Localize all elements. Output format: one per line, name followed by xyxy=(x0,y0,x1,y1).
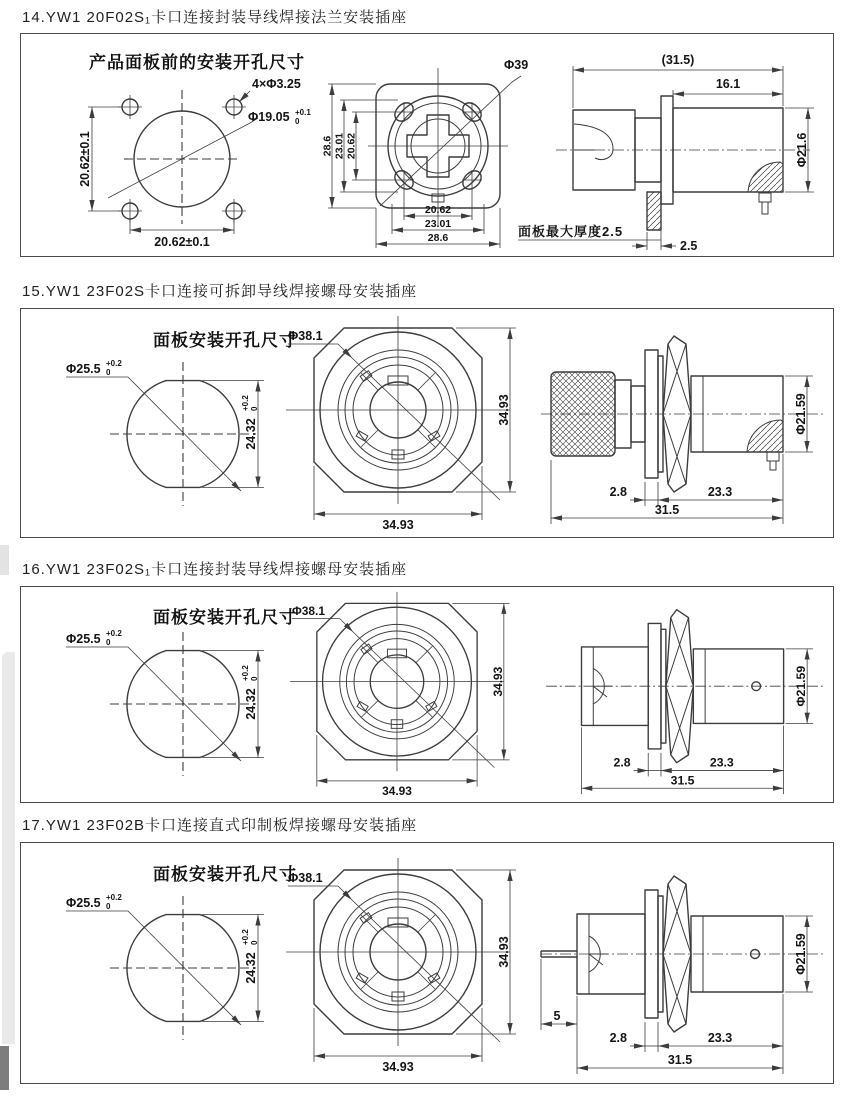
total-length: 31.5 xyxy=(667,1053,693,1067)
body-length: 23.3 xyxy=(709,755,734,770)
section-17-title: 17.YW1 23F02B卡口连接直式印制板焊接螺母安装插座 xyxy=(22,817,418,834)
body-dia: Φ21.59 xyxy=(794,393,808,435)
cutout-tol-sub: 0 xyxy=(106,902,111,911)
side-view-drawing-16 xyxy=(538,592,833,800)
cutout-tol-sub: 0 xyxy=(106,368,111,377)
flange-thickness: 2.5 xyxy=(680,239,698,253)
nut-thickness: 2.8 xyxy=(609,485,627,499)
cutout-v-dim: 24.32 xyxy=(244,418,258,450)
section-16-title: 16.YW1 23F02S₁卡口连接封装导线焊接螺母安装插座 xyxy=(22,561,408,578)
body-length: 23.3 xyxy=(707,1031,733,1045)
section-17-panel-title: 面板安装开孔尺寸 xyxy=(153,865,297,884)
cutout-v-dim: 24.32 xyxy=(244,688,258,720)
cutout-tol-sup: +0.2 xyxy=(106,629,122,638)
v-tol-sup: +0.2 xyxy=(241,395,250,411)
left-dim-outer: 28.6 xyxy=(321,135,334,157)
nut-thickness: 2.8 xyxy=(609,1031,627,1045)
cutout-tol-sup: +0.2 xyxy=(106,359,122,368)
left-dim-inner: 20.62 xyxy=(345,132,358,160)
front-view-drawing-17 xyxy=(286,856,531,1074)
front-width: 34.93 xyxy=(382,1060,414,1074)
cutout-dia-label: Φ25.5 xyxy=(66,362,101,376)
h-dim: 20.62±0.1 xyxy=(154,235,210,249)
body-dia: Φ21.59 xyxy=(794,933,808,975)
section-16-panel-title: 面板安装开孔尺寸 xyxy=(153,608,297,627)
front-height: 34.93 xyxy=(497,394,511,426)
front-width: 34.93 xyxy=(382,784,412,799)
bore-dia-label: Φ19.05 xyxy=(248,110,290,124)
panel-thickness-note: 面板最大厚度2.5 xyxy=(518,224,624,239)
front-dia-label: Φ38.1 xyxy=(288,329,323,343)
cutout-dia-label: Φ25.5 xyxy=(66,896,101,910)
scan-edge-artifact xyxy=(2,652,15,1044)
total-length: 31.5 xyxy=(670,773,695,788)
v-tol-sub: 0 xyxy=(250,676,259,681)
cutout-tol-sup: +0.2 xyxy=(106,893,122,902)
side-view-drawing-14 xyxy=(518,40,838,252)
v-tol-sub: 0 xyxy=(250,940,259,945)
front-view-drawing-14 xyxy=(318,54,543,252)
front-height: 34.93 xyxy=(497,936,511,968)
front-dia-label: Φ38.1 xyxy=(292,603,325,618)
panel-cutout-drawing-16 xyxy=(58,612,308,797)
side-view-drawing-17 xyxy=(533,858,833,1080)
flange-dia-label: Φ39 xyxy=(504,58,529,72)
bottom-dim-inner: 20.62 xyxy=(424,204,452,216)
v-tol-sup: +0.2 xyxy=(241,929,250,945)
front-length: 16.1 xyxy=(715,77,741,91)
bore-tol-sup: +0.1 xyxy=(295,108,311,117)
body-dia: Φ21.6 xyxy=(795,132,809,168)
cutout-tol-sub: 0 xyxy=(106,638,111,647)
v-tol-sup: +0.2 xyxy=(241,665,250,681)
section-14-panel-title: 产品面板前的安装开孔尺寸 xyxy=(89,53,305,72)
front-view-drawing-15 xyxy=(286,314,531,532)
body-length: 23.3 xyxy=(707,485,733,499)
total-length: 31.5 xyxy=(654,503,680,517)
panel-cutout-drawing-15 xyxy=(58,342,308,527)
section-15-title: 15.YW1 23F02S卡口连接可拆卸导线焊接螺母安装插座 xyxy=(22,283,418,300)
front-dia-label: Φ38.1 xyxy=(288,871,323,885)
cutout-v-dim: 24.32 xyxy=(244,952,258,984)
bore-tol-sub: 0 xyxy=(295,117,300,126)
section-15-panel-title: 面板安装开孔尺寸 xyxy=(153,331,297,350)
v-dim: 20.62±0.1 xyxy=(78,131,92,187)
scan-edge-artifact xyxy=(0,1046,9,1090)
holes-label: 4×Φ3.25 xyxy=(252,77,301,91)
total-length: (31.5) xyxy=(661,53,695,67)
cutout-dia-label: Φ25.5 xyxy=(66,632,101,646)
scan-edge-artifact xyxy=(0,545,9,575)
nut-thickness: 2.8 xyxy=(613,755,631,770)
v-tol-sub: 0 xyxy=(250,406,259,411)
knurled-cap xyxy=(551,372,615,456)
side-view-drawing-15 xyxy=(533,318,833,530)
left-dim-mid: 23.01 xyxy=(333,132,346,160)
section-14-title: 14.YW1 20F02S₁卡口连接封装导线焊接法兰安装插座 xyxy=(22,9,408,26)
front-height: 34.93 xyxy=(490,666,505,697)
bottom-dim-mid: 23.01 xyxy=(424,218,452,230)
front-width: 34.93 xyxy=(382,518,414,532)
bottom-dim-outer: 28.6 xyxy=(427,232,449,244)
panel-cutout-drawing-17 xyxy=(58,876,308,1061)
body-dia: Φ21.59 xyxy=(794,665,809,707)
front-view-drawing-16 xyxy=(290,590,524,798)
panel-cutout-drawing-14 xyxy=(42,74,322,249)
pin-length: 5 xyxy=(553,1009,561,1023)
